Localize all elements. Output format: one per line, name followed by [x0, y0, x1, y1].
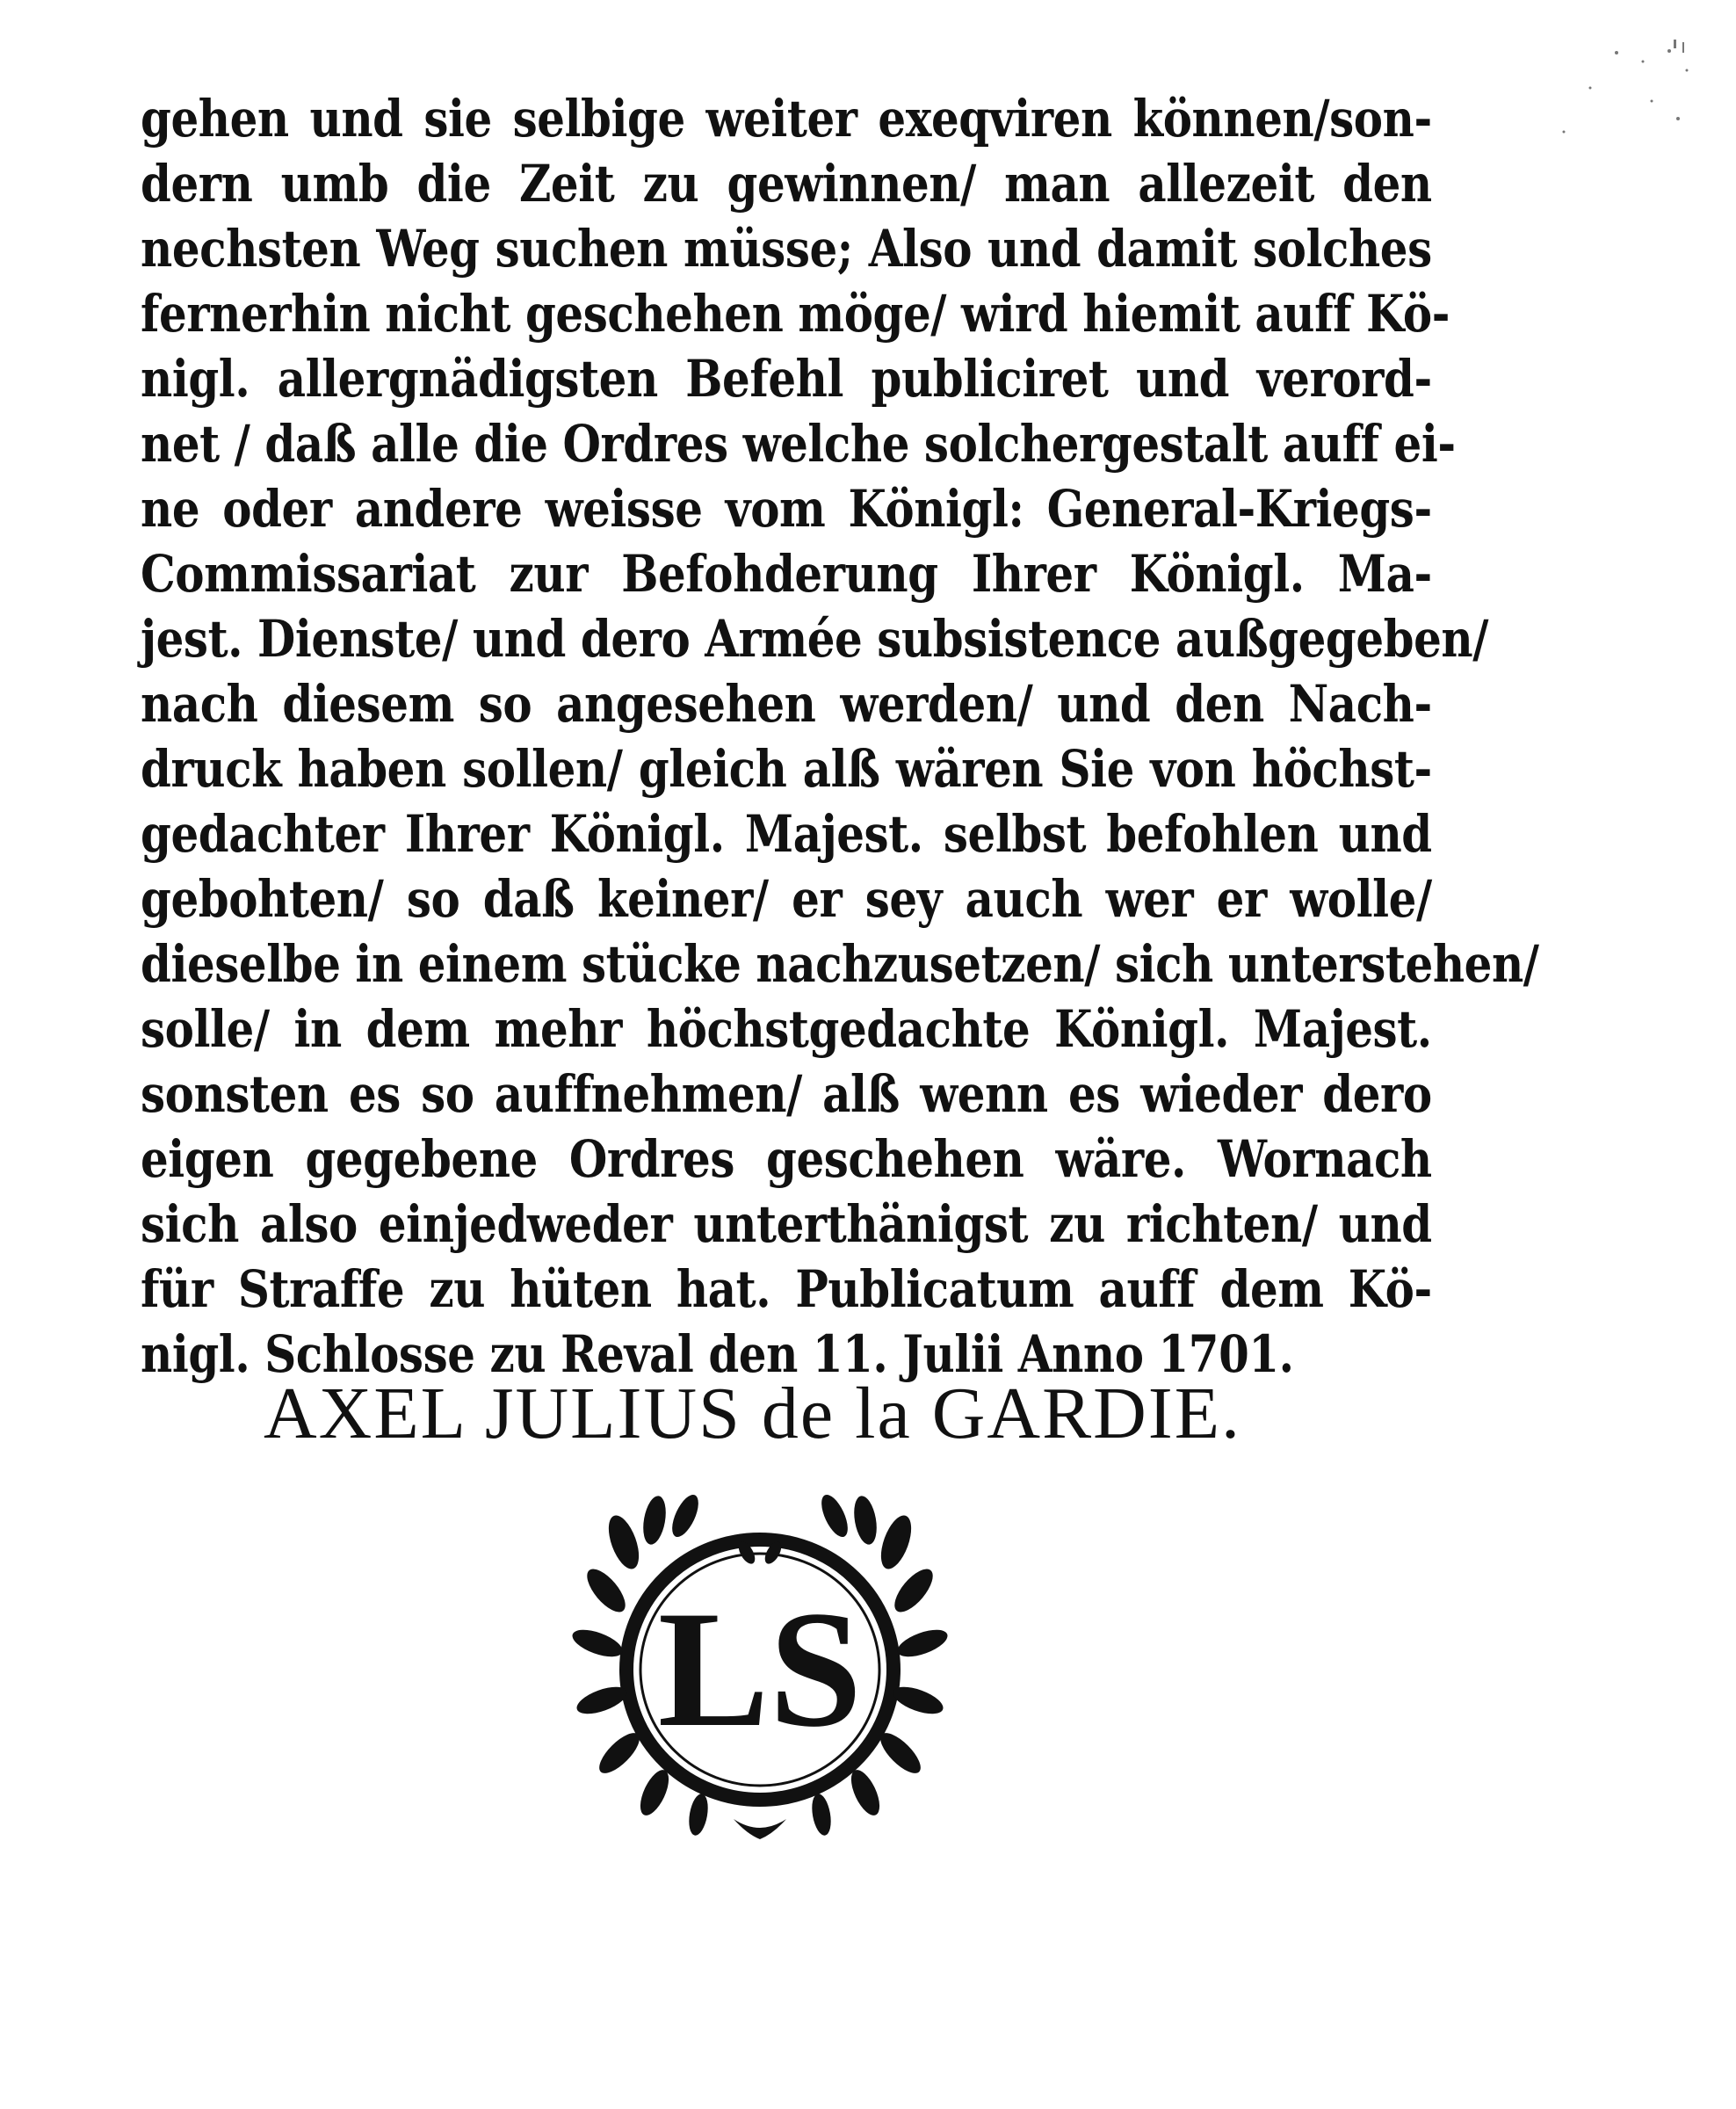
text-line: nach diesem so angesehen werden/ und den Nach- — [141, 674, 1432, 734]
text-line: für Straffe zu hüten hat. Publicatum auff dem Kö- — [141, 1259, 1432, 1319]
svg-text:LS: LS — [657, 1577, 863, 1762]
text-line: net / daß alle die Ordres welche solchergestalt auff ei- — [141, 414, 1456, 474]
text-line: fernerhin nicht geschehen möge/ wird hiemit auff Kö- — [141, 284, 1450, 344]
text-line: solle/ in dem mehr höchstgedachte Königl. Majest. — [141, 999, 1432, 1059]
text-line: jest. Dienste/ und dero Armée subsistence außgegeben/ — [141, 609, 1489, 669]
text-line: Commissariat zur Befohderung Ihrer Königl. Ma- — [141, 544, 1432, 604]
text-line: dieselbe in einem stücke nachzusetzen/ sich unterstehen/ — [141, 934, 1539, 994]
paper-specks — [1511, 35, 1704, 158]
text-line: dern umb die Zeit zu gewinnen/ man allezeit den — [141, 154, 1432, 214]
text-line: sonsten es so auffnehmen/ alß wenn es wieder dero — [141, 1064, 1432, 1124]
text-line: nigl. Schlosse zu Reval den 11. Julii Anno 1701. — [141, 1324, 1294, 1384]
text-line: eigen gegebene Ordres geschehen wäre. Wornach — [141, 1129, 1432, 1189]
text-line: nechsten Weg suchen müsse; Also und damit solches — [141, 219, 1432, 279]
text-line: sich also einjedweder unterthänigst zu richten/ und — [141, 1194, 1432, 1254]
text-line: gehen und sie selbige weiter exeqviren können/son- — [141, 89, 1432, 149]
text-line: gedachter Ihrer Königl. Majest. selbst befohlen und — [141, 804, 1432, 864]
body-text — [141, 86, 1539, 1387]
laurel-wreath-seal-icon — [571, 1489, 949, 1841]
text-line: druck haben sollen/ gleich alß wären Sie von höchst- — [141, 739, 1432, 799]
text-line: nigl. allergnädigsten Befehl publiciret und verord- — [141, 349, 1432, 409]
text-line: ne oder andere weisse vom Königl: General-Kriegs- — [141, 479, 1432, 539]
signature: AXEL JULIUS de la GARDIE. — [264, 1373, 1242, 1454]
text-line: gebohten/ so daß keiner/ er sey auch wer er wolle/ — [141, 869, 1432, 929]
